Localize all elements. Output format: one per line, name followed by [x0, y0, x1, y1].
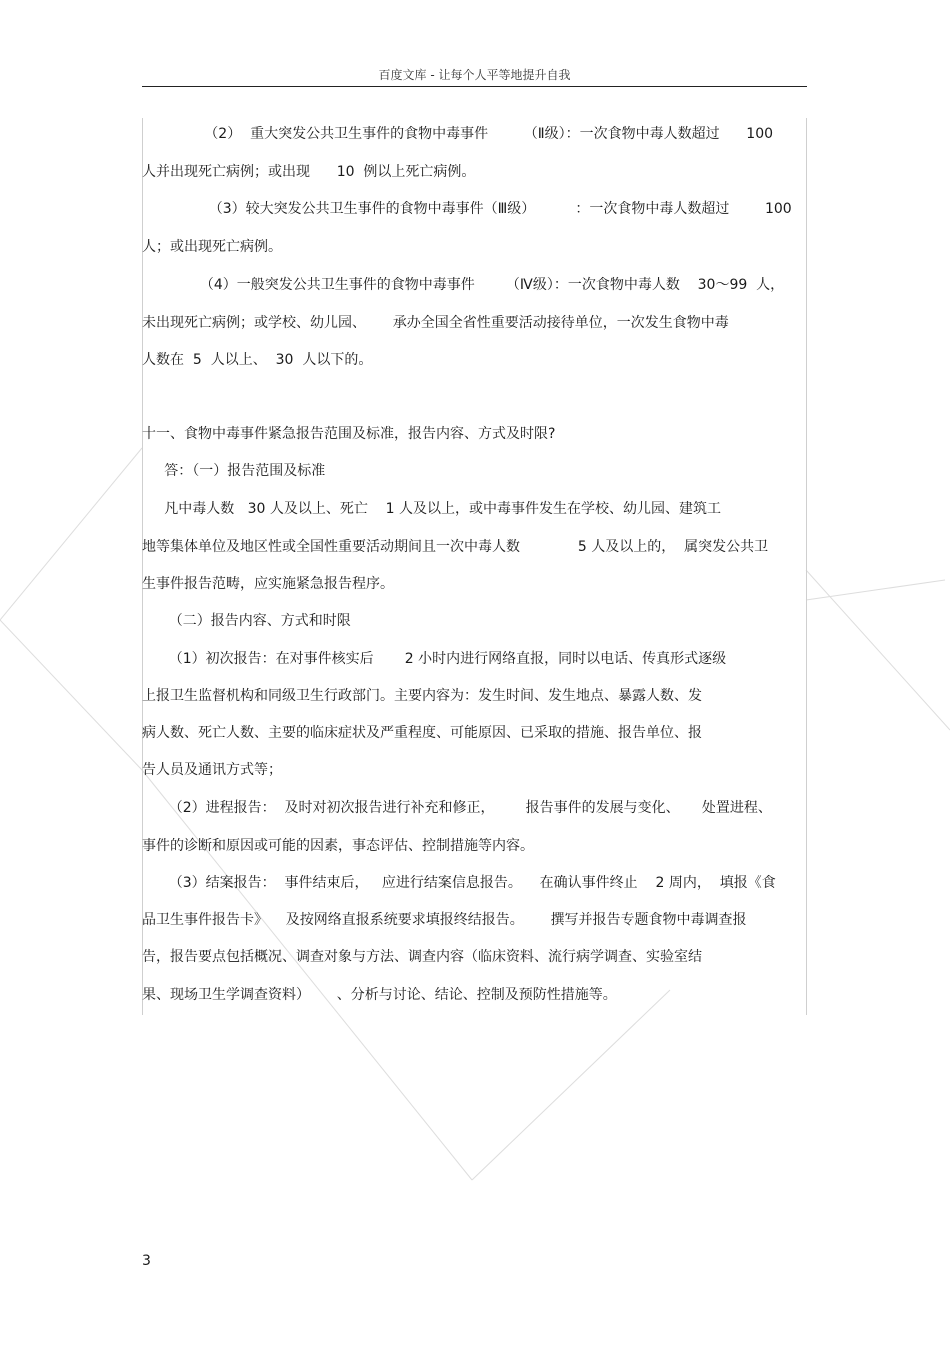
- text-line: 未出现死亡病例；或学校、幼儿园、 承办全国全省性重要活动接待单位，一次发生食物中毒: [142, 315, 729, 331]
- text-line: 品卫生事件报告卡》 及按网络直报系统要求填报终结报告。 撰写并报告专题食物中毒调查报: [142, 912, 747, 928]
- text-line: 人；或出现死亡病例。: [142, 239, 282, 255]
- header-rule: [142, 86, 807, 87]
- content-frame-right: [806, 118, 807, 1015]
- text-line: 告人员及通讯方式等；: [142, 762, 282, 778]
- text-line: 地等集体单位及地区性或全国性重要活动期间且一次中毒人数 5 人及以上的， 属突发公共卫: [142, 539, 769, 555]
- text-line: 答：（一）报告范围及标准: [142, 463, 326, 479]
- page-header: 百度文库 - 让每个人平等地提升自我: [378, 68, 571, 82]
- text-line: （二）报告内容、方式和时限: [142, 613, 351, 629]
- text-line: 事件的诊断和原因或可能的因素，事态评估、控制措施等内容。: [142, 838, 534, 854]
- text-line: （2） 重大突发公共卫生事件的食物中毒事件 （Ⅱ级）：一次食物中毒人数超过 100: [142, 126, 774, 142]
- text-line: 上报卫生监督机构和同级卫生行政部门。主要内容为：发生时间、发生地点、暴露人数、发: [142, 688, 702, 704]
- page-number: 3: [142, 1253, 151, 1269]
- text-line: 人并出现死亡病例；或出现 10 例以上死亡病例。: [142, 164, 476, 180]
- text-line: （1）初次报告：在对事件核实后 2 小时内进行网络直报，同时以电话、传真形式逐级: [142, 651, 727, 667]
- text-line: 果、现场卫生学调查资料） 、分析与讨论、结论、控制及预防性措施等。: [142, 987, 617, 1003]
- text-line: （3）结案报告： 事件结束后， 应进行结案信息报告。 在确认事件终止 2 周内， 填报《食: [142, 875, 776, 891]
- section-heading: 十一、食物中毒事件紧急报告范围及标准，报告内容、方式及时限?: [142, 426, 556, 442]
- text-line: 病人数、死亡人数、主要的临床症状及严重程度、可能原因、已采取的措施、报告单位、报: [142, 725, 702, 741]
- text-line: 人数在 5 人以上、 30 人以下的。: [142, 352, 373, 368]
- text-line: （4）一般突发公共卫生事件的食物中毒事件 （Ⅳ级）：一次食物中毒人数 30～99 人，: [142, 277, 785, 293]
- text-line: （3）较大突发公共卫生事件的食物中毒事件（Ⅲ级） ：一次食物中毒人数超过 100: [142, 201, 792, 217]
- text-line: 凡中毒人数 30 人及以上、死亡 1 人及以上，或中毒事件发生在学校、幼儿园、建筑工: [142, 501, 722, 517]
- text-line: （2）进程报告： 及时对初次报告进行补充和修正， 报告事件的发展与变化、 处置进程、: [142, 800, 772, 816]
- text-line: 告，报告要点包括概况、调查对象与方法、调查内容（临床资料、流行病学调查、实验室结: [142, 949, 702, 965]
- text-line: 生事件报告范畴，应实施紧急报告程序。: [142, 576, 394, 592]
